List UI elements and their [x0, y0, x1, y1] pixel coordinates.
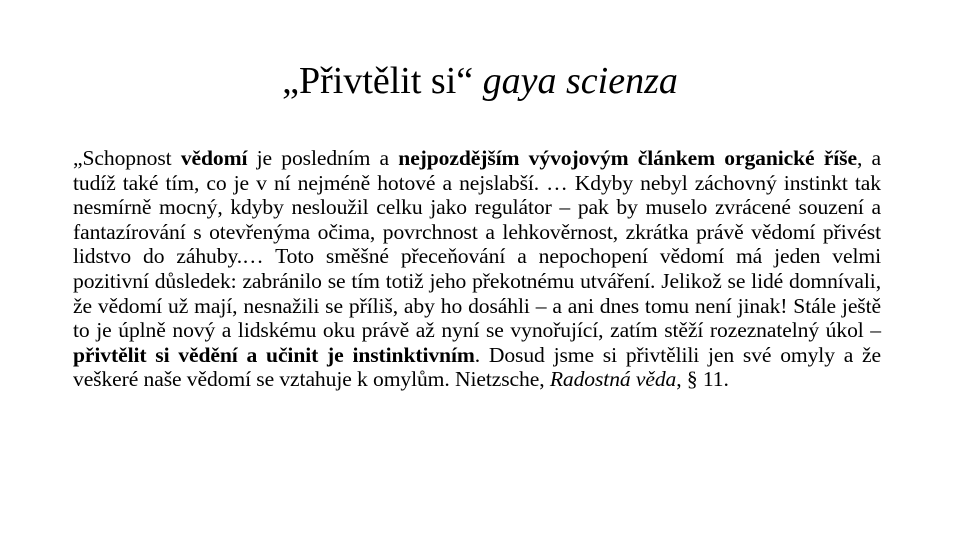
quote-text-3: , a tudíž také tím, co je v ní nejméně hotové a nejslabší. … Kdyby nebyl záchovný instinkt tak nesmírně mocný, kdyby nesloužil celku jako regulátor – pak by muselo zvrácené souzení a fantazírování s otevřenýma očima, povrchnost a lehkověrnost, zkrátka právě vědomí přivést lidstvo do záhuby.… Toto směšné přeceňování a nepochopení vědomí má jeden velmi pozitivní důsledek: zabránilo se tím totiž jeho překotnému utváření. Jelikož se lidé domnívali, že vědomí už mají, nesnažili se příliš, aby ho dosáhli – a ani dnes tomu není jinak! Stále ještě to je úplně nový a lidskému oku právě až nyní se vynořující, zatím stěží rozeznatelný úkol – — [73, 146, 881, 343]
quote-bold-1: vědomí — [180, 146, 248, 170]
quote-bold-2: nejpozdějším vývojovým článkem organické říše — [398, 146, 857, 170]
title-italic: gaya scienza — [482, 60, 678, 102]
title-main: „Přivtělit si“ — [282, 60, 474, 102]
quote-bold-3: přivtělit si vědění a učinit je instinktivním — [73, 342, 475, 367]
quote-text-1: „Schopnost — [73, 146, 181, 170]
quote-book-title: Radostná věda — [549, 367, 677, 392]
quote-text-4: . Dosud jsme si přivtělili jen své omyly a že veškeré naše vědomí se vztahuje k omylům. Nietzsche, — [73, 342, 881, 392]
quote-text-2: je posledním a — [247, 146, 399, 170]
slide-title — [0, 56, 960, 106]
quote-text-5: , § 11. — [676, 367, 729, 392]
quote-paragraph — [73, 146, 881, 392]
